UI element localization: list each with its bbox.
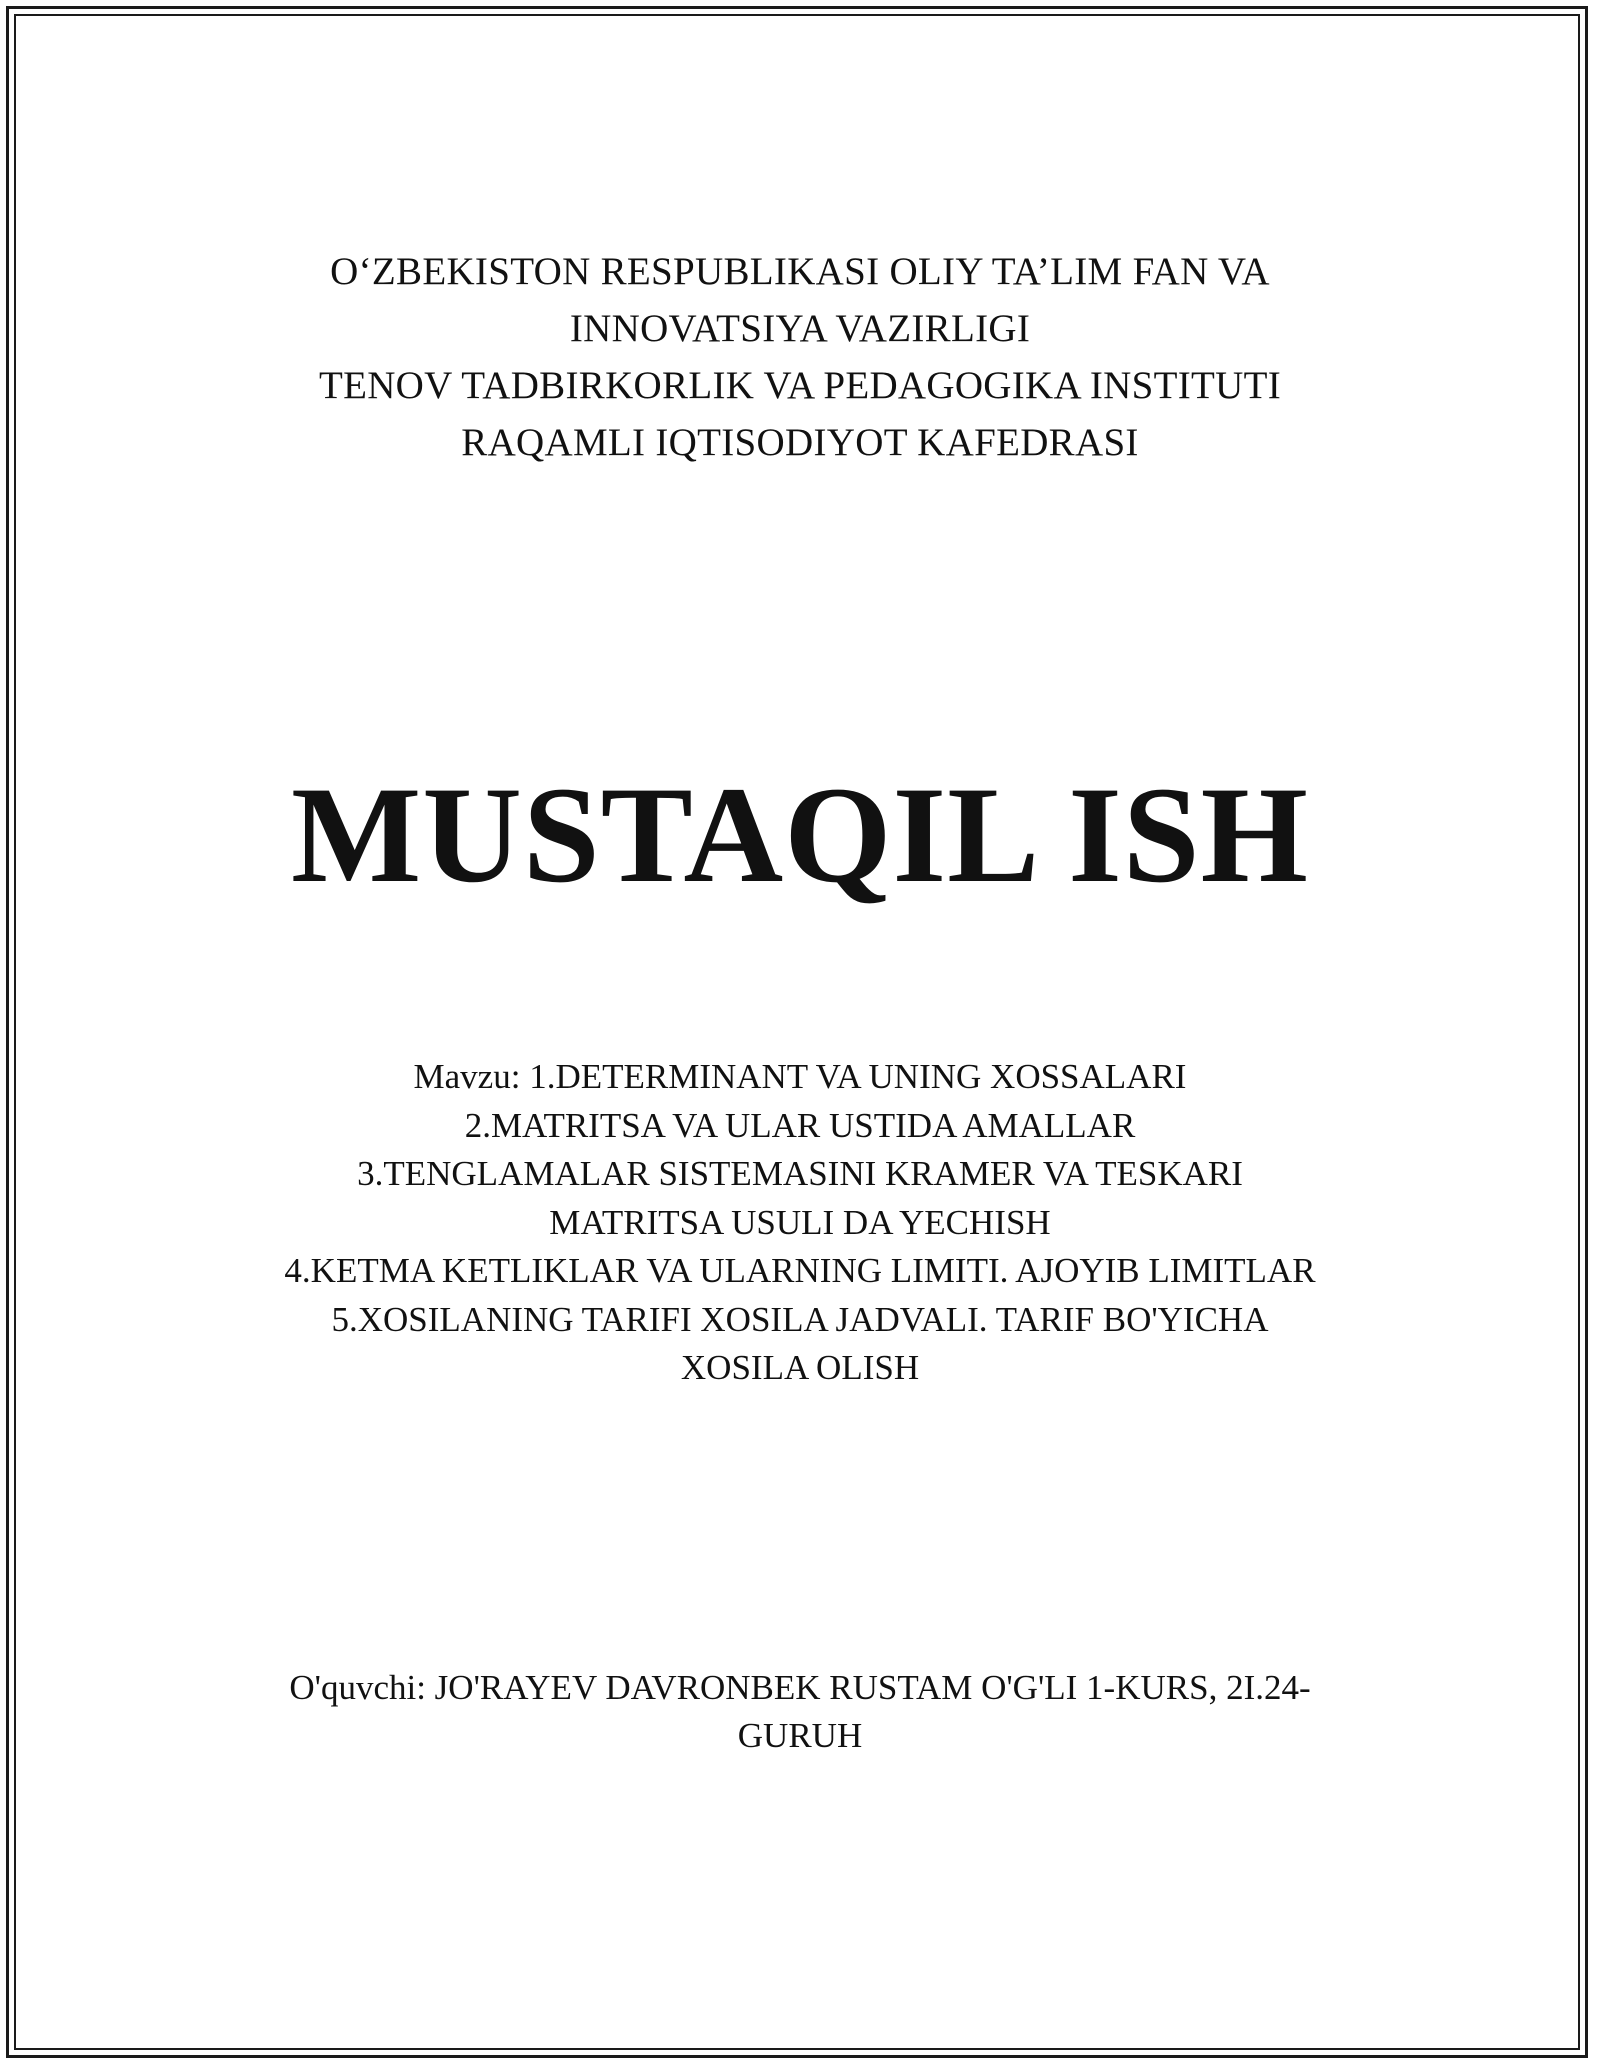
topic-line-4: 4.KETMA KETLIKLAR VA ULARNING LIMITI. AJOYIB LIMITLAR bbox=[284, 1251, 1316, 1290]
topic-line-1: Mavzu: 1.DETERMINANT VA UNING XOSSALARI bbox=[413, 1057, 1187, 1096]
topic-line-5-cont: XOSILA OLISH bbox=[680, 1348, 920, 1387]
header-line-ministry: O‘ZBEKISTON RESPUBLIKASI OLIY TA’LIM FAN VA bbox=[330, 250, 1270, 293]
document-title: MUSTAQIL ISH bbox=[291, 758, 1309, 911]
header-line-department: RAQAMLI IQTISODIYOT KAFEDRASI bbox=[461, 421, 1139, 464]
institution-header bbox=[200, 243, 1400, 471]
topic-line-5: 5.XOSILANING TARIFI XOSILA JADVALI. TARIF BO'YICHA bbox=[331, 1299, 1269, 1339]
header-line-institute: TENOV TADBIRKORLIK VA PEDAGOGIKA INSTITUTI bbox=[318, 364, 1282, 407]
topic-line-3: 3.TENGLAMALAR SISTEMASINI KRAMER VA TESKARI bbox=[357, 1154, 1243, 1193]
topic-line-2: 2.MATRITSA VA ULAR USTIDA AMALLAR bbox=[464, 1105, 1136, 1145]
student-line-2: GURUH bbox=[737, 1716, 863, 1755]
header-line-ministry-cont: INNOVATSIYA VAZIRLIGI bbox=[569, 307, 1031, 350]
student-info bbox=[200, 1664, 1400, 1760]
student-line-1: O'quvchi: JO'RAYEV DAVRONBEK RUSTAM O'G'LI 1-KURS, 2I.24- bbox=[289, 1668, 1311, 1707]
topic-line-3-cont: MATRITSA USULI DA YECHISH bbox=[549, 1202, 1051, 1242]
topic-section bbox=[200, 1053, 1400, 1393]
